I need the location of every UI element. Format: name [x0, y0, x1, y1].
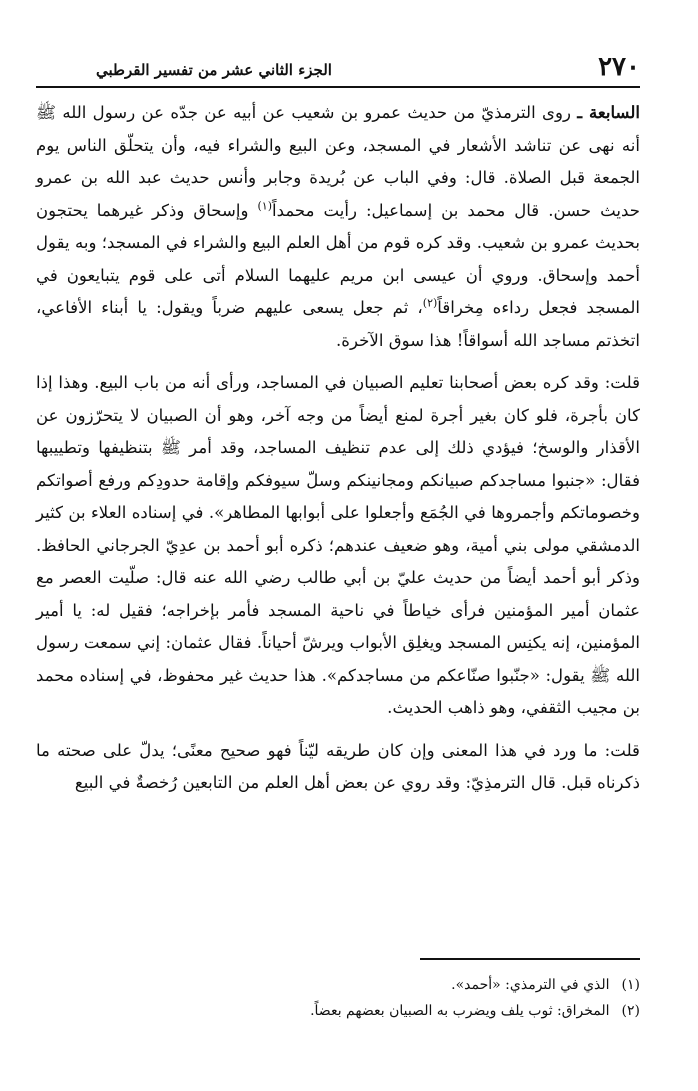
page-header: [36, 52, 640, 88]
footnotes: [36, 958, 640, 1024]
paragraph-seventh-issue: [36, 96, 640, 357]
footnote-number: (٢): [621, 1003, 640, 1019]
footnote-ref-1: (١): [257, 198, 272, 212]
footnote-2: [36, 998, 640, 1024]
running-title: الجزء الثاني عشر من تفسير القرطبي: [96, 61, 332, 79]
section-lead: السابعة ـ: [577, 102, 640, 122]
footnote-1: [36, 972, 640, 998]
footnote-ref-2: (٢): [422, 296, 438, 310]
footnote-text: المخراق: ثوب يلف ويضرب به الصبيان بعضهم بعضاً.: [310, 1003, 610, 1019]
footnote-number: (١): [621, 977, 640, 993]
paragraph-text: وإسحاق وذكر غيرهما يحتجون بحديث عمرو بن شعيب. وقد كره قوم من أهل العلم البيع والشراء في المسجد؛ وبه يقول أحمد وإسحاق. وروي أن عيسى ابن مريم عليهما السلام أتى على قوم يتبايعون في المسجد فجعل رداءه مِخراقاً: [36, 200, 641, 317]
paragraph-text: روى الترمذيّ من حديث عمرو بن شعيب عن أبيه عن جدّه عن رسول الله ﷺ أنه نهى عن تناشد الأشعار في المسجد، وعن البيع والشراء فيه، وأن يتحلّق الناس يوم الجمعة قبل الصلاة. قال: وفي الباب عن بُريدة وجابر وأنس حديث عبد الله بن عمرو حديث حسن. قال محمد بن إسماعيل: رأيت محمداً: [36, 103, 640, 220]
footnote-divider: [420, 958, 640, 960]
book-page: [36, 52, 640, 800]
page-number: ٢٧٠: [598, 52, 640, 82]
paragraph-children-teaching: قلت: وقد كره بعض أصحابنا تعليم الصبيان في المساجد، ورأى أنه من باب البيع. وهذا إذا كان بأجرة، فلو كان بغير أجرة لمنع أيضاً من وجه آخر، وهو أن الصبيان لا يتحرّزون عن الأقذار والوسخ؛ فيؤدي ذلك إلى عدم تنظيف المساجد، وقد أمر ﷺ بتنظيفها وتطييبها فقال: «جنبوا مساجدكم صبيانكم ومجانينكم وسلّ سيوفكم وإقامة حدودِكم ورفع أصواتكم وخصوماتكم وأجمروها في الجُمَع وأجعلوا على أبوابها المطاهر». في إسناده العلاء بن كثير الدمشقي مولى بني أمية، وهو ضعيف عندهم؛ ذكره أبو أحمد بن عدِيّ الجرجاني الحافظ. وذكر أبو أحمد أيضاً من حديث عليّ بن أبي طالب رضي الله عنه قال: صلّيت العصر مع عثمان أمير المؤمنين فرأى خياطاً في ناحية المسجد فأمر بإخراجه؛ فقيل له: يا أمير المؤمنين، إنه يكنِس المسجد ويغلِق الأبواب ويرشّ أحياناً. فقال عثمان: إني سمعت رسول الله ﷺ يقول: «جنّبوا صنّاعكم من مساجدكم». هذا حديث غير محفوظ، في إسناده محمد بن مجيب الثقفي، وهو ذاهب الحديث.: [36, 373, 640, 717]
footnote-text: الذي في الترمذي: «أحمد».: [451, 977, 610, 993]
paragraph-text: ، ثم جعل يسعى عليهم ضرباً ويقول: يا أبناء الأفاعي، اتخذتم مساجد الله أسواقاً! هذا سوق الآخرة.: [36, 298, 640, 350]
paragraph-meaning: قلت: ما ورد في هذا المعنى وإن كان طريقه ليّناً فهو صحيح معنًى؛ يدلّ على صحته ما ذكرناه قبل. قال الترمذِيّ: وقد روي عن بعض أهل العلم من التابعين رُخصةٌ في البيع: [36, 740, 640, 792]
